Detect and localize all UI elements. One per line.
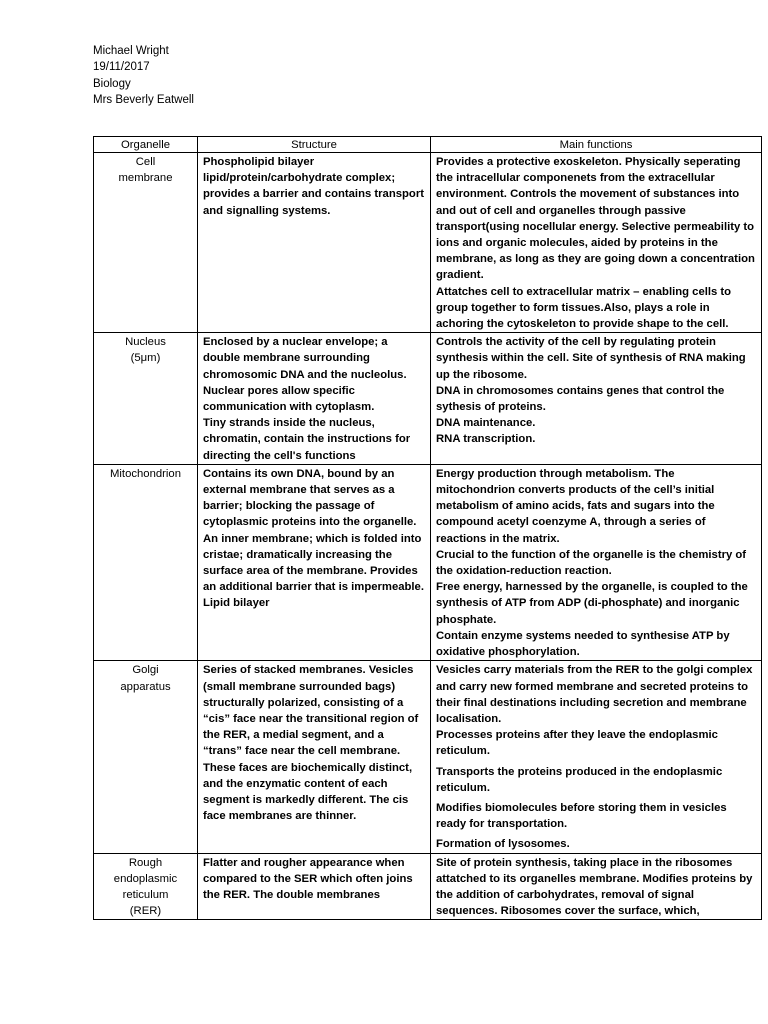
subject: Biology <box>93 77 131 90</box>
organelle-cell: Rough endoplasmic reticulum (RER) <box>94 853 198 920</box>
structure-cell: Contains its own DNA, bound by an external membrane that serves as a barrier; blocking the passage of cytoplasmic proteins into the organelle. An inner membrane; which is folded into cristae; dramatically increasing the surface area of the membrane. Provides an additional barrier that is impermeable. Lipid bilayer <box>198 464 431 660</box>
document-header <box>93 43 194 109</box>
table-header-row <box>94 137 762 153</box>
functions-cell: Provides a protective exoskeleton. Physically seperating the intracellular componenets from the extracellular environment. Controls the movement of substances into and out of cell and organelles through passive transport(using nocellular energy. Selective permeability to ions and organic molecules, aided by proteins in the membrane, as long as they are going down a concentration gradient. Attatches cell to extracellular matrix – enabling cells to group together to form tissues.Also, plays a role in achoring the cytoskeleton to provide shape to the cell. <box>431 153 762 333</box>
structure-cell: Enclosed by a nuclear envelope; a double membrane surrounding chromosomic DNA and the nucleolus. Nuclear pores allow specific communication with cytoplasm. Tiny strands inside the nucleus, chromatin, contain the instructions for directing the cell's functions <box>198 333 431 465</box>
structure-cell: Phospholipid bilayer lipid/protein/carbohydrate complex; provides a barrier and contains transport and signalling systems. <box>198 153 431 333</box>
organelle-cell: Nucleus (5μm) <box>94 333 198 465</box>
functions-cell: Energy production through metabolism. The mitochondrion converts products of the cell’s initial metabolism of amino acids, fats and sugars into the compound acetyl coenzyme A, through a series of reactions in the matrix. Crucial to the function of the organelle is the chemistry of the oxidation-reduction reaction. Free energy, harnessed by the organelle, is coupled to the synthesis of ATP from ADP (di-phosphate) and inorganic phosphate. Contain enzyme systems needed to synthesise ATP by oxidative phosphorylation. <box>431 464 762 660</box>
organelle-cell: Golgi apparatus <box>94 661 198 853</box>
column-header-organelle: Organelle <box>94 137 198 153</box>
table-row <box>94 661 762 853</box>
table-row <box>94 853 762 920</box>
structure-cell: Series of stacked membranes. Vesicles (small membrane surrounded bags) structurally polarized, consisting of a “cis” face near the transitional region of the RER, a medial segment, and a “trans” face near the cell membrane. These faces are biochemically distinct, and the enzymatic content of each segment is markedly different. The cis face membranes are thinner. <box>198 661 431 853</box>
organelle-cell: Cell membrane <box>94 153 198 333</box>
organelle-table <box>93 136 762 920</box>
author-name: Michael Wright <box>93 45 169 57</box>
table-row <box>94 153 762 333</box>
organelle-cell: Mitochondrion <box>94 464 198 660</box>
table-row <box>94 333 762 465</box>
table-row <box>94 464 762 660</box>
functions-cell: Controls the activity of the cell by regulating protein synthesis within the cell. Site of synthesis of RNA making up the ribosome. DNA in chromosomes contains genes that control the sythesis of proteins. DNA maintenance. RNA transcription. <box>431 333 762 465</box>
column-header-functions: Main functions <box>431 137 762 153</box>
document-date: 19/11/2017 <box>93 61 150 74</box>
teacher-name: Mrs Beverly Eatwell <box>93 94 194 107</box>
functions-cell: Vesicles carry materials from the RER to the golgi complex and carry new formed membrane and secreted proteins to their final destinations including secretion and membrane localisation. Processes proteins after they leave the endoplasmic reticulum. Transports the proteins produced in the endoplasmic reticulum. Modifies biomolecules before storing them in vesicles ready for transportation. Formation of lysosomes. <box>431 661 762 853</box>
structure-cell: Flatter and rougher appearance when compared to the SER which often joins the RER. The double membranes <box>198 853 431 920</box>
column-header-structure: Structure <box>198 137 431 153</box>
functions-cell: Site of protein synthesis, taking place in the ribosomes attatched to its organelles membrane. Modifies proteins by the addition of carbohydrates, removal of signal sequences. Ribosomes cover the surface, which, <box>431 853 762 920</box>
